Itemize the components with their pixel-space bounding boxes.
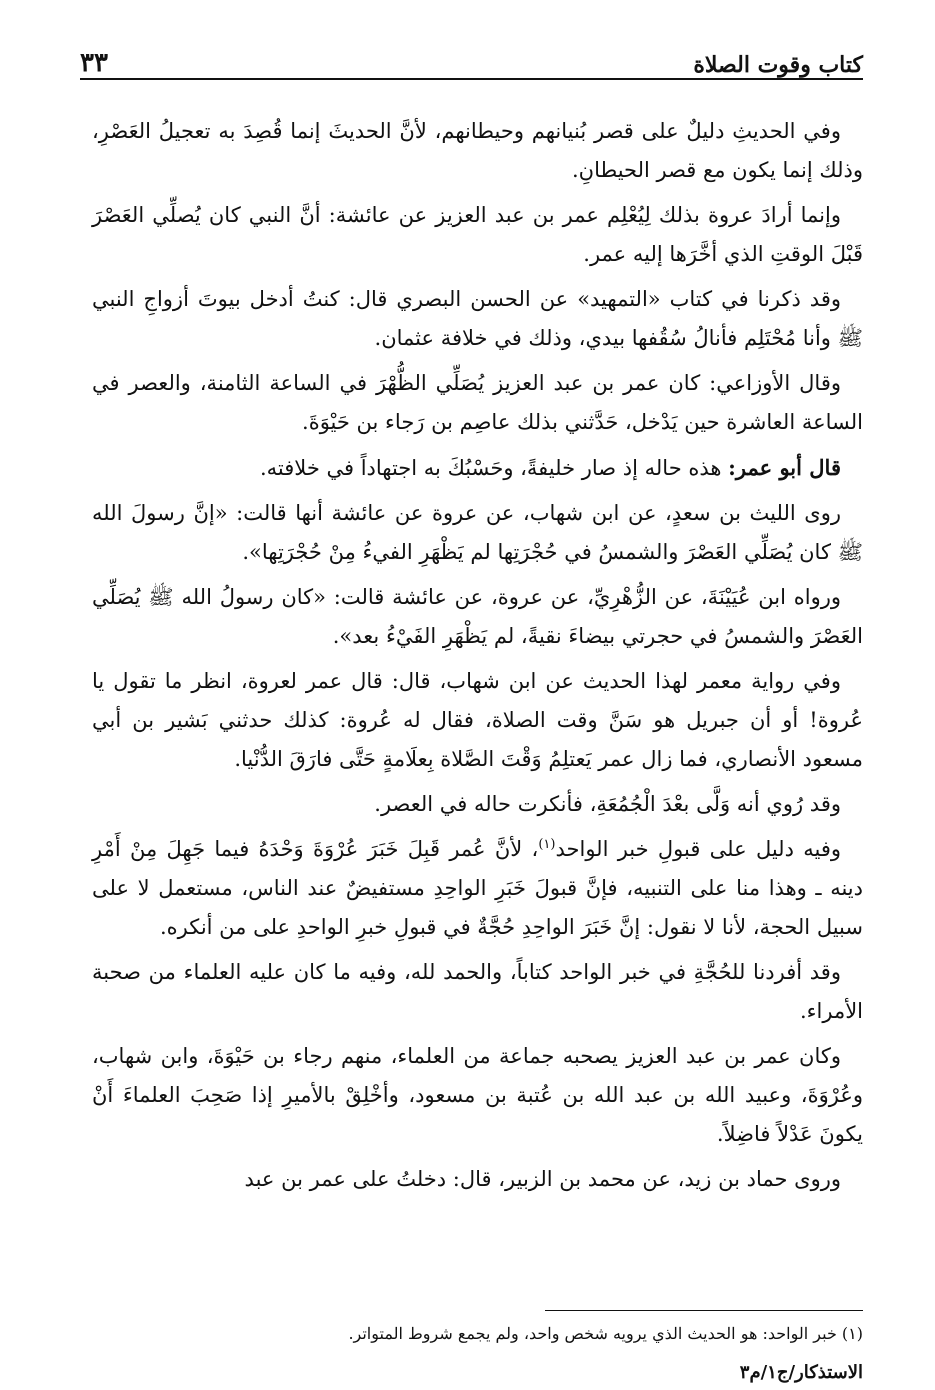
footnote-rule [545,1310,863,1311]
paragraph-1: وفي الحديثِ دليلٌ على قصر بُنيانهم وحيطانهم، لأنَّ الحديثَ إنما قُصِدَ به تعجيلُ العَصْرِ، وذلك إنما يكون مع قصر الحيطانِ. [92,119,863,182]
paragraph-10 [92,830,863,947]
page-number: ٣٣ [80,48,108,78]
header-rule [80,78,863,80]
paragraph-4: وقال الأوزاعي: كان عمر بن عبد العزيز يُصَلِّي الظُّهْرَ في الساعة الثامنة، والعصر في الساعة العاشرة حين يَدْخل، حَدَّثني بذلك عاصِم بن رَجاء بن حَيْوَةَ. [92,371,863,434]
chapter-title: كتاب وقوت الصلاة [693,52,863,78]
footnote: (١) خبر الواحد: هو الحديث الذي يرويه شخص واحد، ولم يجمع شروط المتواتر. [348,1324,863,1343]
paragraph-8: وفي رواية معمر لهذا الحديث عن ابن شهاب، قال: قال عمر لعروة، انظر ما تقول يا عُروة! أو أن جبريل هو سَنَّ وقت الصلاة، فقال له عُروة: كذلك حدثني بَشير بن أبي مسعود الأنصاري، فما زال عمر يَعتلِمُ وَقْتَ الصَّلاة بِعلَامةٍ حَتَّى فارَقَ الدُّنْيا. [92,669,863,771]
paragraph-9: وقد رُوي أنه وَلَّى بعْدَ الْجُمُعَةِ، فأنكرت حاله في العصر. [374,792,841,816]
paragraph-2: وإنما أرادَ عروة بذلك لِيُعْلِم عمر بن عبد العزيز عن عائشة: أنَّ النبي كان يُصلِّي العَصْرَ قَبْلَ الوقتِ الذي أخَّرَها إليه عمر. [92,203,863,266]
footnote-marker[interactable]: (١) [538,837,556,852]
paragraph-10-tail: ، لأنَّ عُمر قَبِلَ خَبَرَ عُرْوَةَ وَحْدَهُ فيما جَهِلَ مِنْ أَمْرِ دينه ـ وهذا منا على التنبيه، فإنَّ قبولَ خَبَرِ الواحِدِ مستفيضٌ عند الناس، مستعمل لا على سبيل الحجة، لأنا لا نقول: إنَّ خَبَرَ الواحِدِ حُجَّةٌ في قبولِ خبرِ الواحدِ على من أنكره. [92,837,863,939]
paragraph-11: وقد أفردنا للحُجَّةِ في خبر الواحد كتاباً، والحمد لله، وفيه ما كان عليه العلماء من صحبة الأمراء. [92,960,863,1023]
paragraph-5-text: هذه حاله إذ صار خليفةً، وحَسْبُكَ به اجتهاداً في خلافته. [259,456,729,480]
main-text [92,112,863,1205]
paragraph-6: روى الليث بن سعدٍ، عن ابن شهاب، عن عروة عن عائشة أنها قالت: «إنَّ رسولَ الله ﷺ كان يُصَلِّي العَصْرَ والشمسُ في حُجْرَتِها لم يَظْهَرِ الفيءُ مِنْ حُجْرَتِها». [92,501,863,564]
running-header [80,38,863,78]
paragraph-7: ورواه ابن عُيَيْنَةَ، عن الزُّهْرِيِّ، عن عروة، عن عائشة قالت: «كان رسولُ الله ﷺ يُصَلِّي العَصْرَ والشمسُ في حجرتي بيضاءَ نقيةً، لم يَظْهَرِ الفَيْءُ بعد». [92,585,863,648]
signature-mark: الاستذكار/ج١/م٣ [739,1362,863,1383]
abu-umar-lead: قال أبو عمر: [728,455,841,480]
paragraph-13: وروى حماد بن زيد، عن محمد بن الزبير، قال: دخلتُ على عمر بن عبد [244,1167,841,1191]
paragraph-12: وكان عمر بن عبد العزيز يصحبه جماعة من العلماء، منهم رجاء بن حَيْوَةَ، وابن شهاب، وعُرْوَةَ، وعبيد الله بن عبد الله بن عُتبة بن مسعود، وأخْلِقْ بالأميرِ إذا صَحِبَ العلماءَ أَنْ يكونَ عَدْلاً فاضِلاً. [92,1044,863,1146]
paragraph-10-text: وفيه دليل على قبولِ خبر الواحد [555,837,842,861]
paragraph-3: وقد ذكرنا في كتاب «التمهيد» عن الحسن البصري قال: كنتُ أدخل بيوتَ أزواجِ النبي ﷺ وأنا مُحْتَلِم فأنالُ سُقُفها بيدي، وذلك في خلافة عثمان. [92,287,863,350]
paragraph-5 [92,448,863,488]
